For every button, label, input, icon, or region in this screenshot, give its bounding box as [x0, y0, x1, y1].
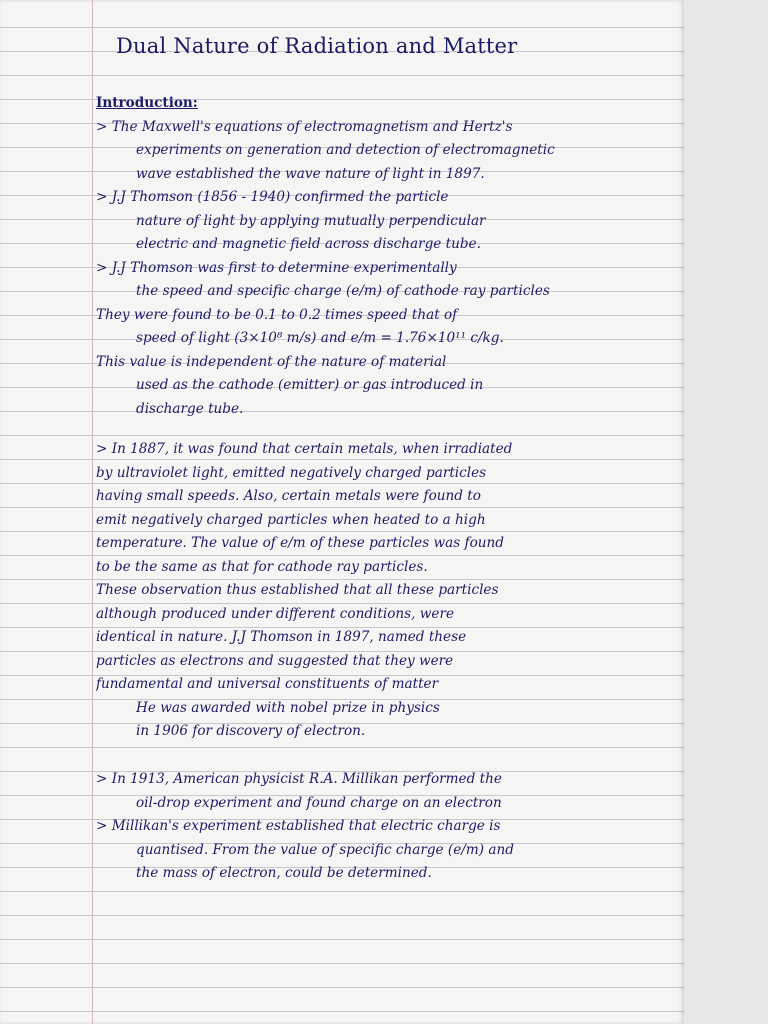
text-line: quantised. From the value of specific charge (e/m) and: [136, 841, 514, 858]
text-line: emit negatively charged particles when heated to a high: [96, 511, 486, 528]
text-line: temperature. The value of e/m of these particles was found: [96, 535, 504, 551]
text-line: fundamental and universal constituents of matter: [96, 676, 439, 692]
text-line: electric and magnetic field across discharge tube.: [136, 236, 481, 252]
paragraph-electrons: [96, 438, 676, 744]
text-line: He was awarded with nobel prize in physics: [136, 699, 440, 716]
text-line: oil-drop experiment and found charge on an electron: [136, 794, 502, 811]
text-line: particles as electrons and suggested that they were: [96, 652, 454, 669]
text-line: > J.J Thomson was first to determine experimentally: [96, 259, 457, 276]
text-line: the speed and specific charge (e/m) of cathode ray particles: [136, 283, 550, 299]
text-line: used as the cathode (emitter) or gas introduced in: [136, 377, 484, 393]
text-line: identical in nature. J.J Thomson in 1897, named these: [96, 629, 467, 645]
text-line: > J.J Thomson (1856 - 1940) confirmed the particle: [96, 189, 449, 205]
text-line: having small speeds. Also, certain metals were found to: [96, 488, 481, 504]
text-line: discharge tube.: [136, 400, 244, 417]
text-line: although produced under different conditions, were: [96, 605, 454, 622]
text-line: > In 1887, it was found that certain metals, when irradiated: [96, 441, 513, 457]
margin-line: [92, 0, 93, 1024]
text-line: These observation thus established that all these particles: [96, 582, 499, 598]
text-line: speed of light (3×10⁸ m/s) and e/m = 1.76×10¹¹ c/kg.: [136, 330, 504, 346]
paragraph-millikan: [96, 768, 676, 886]
introduction-section: [96, 92, 676, 421]
text-line: wave established the wave nature of light in 1897.: [136, 165, 485, 182]
text-line: to be the same as that for cathode ray particles.: [96, 558, 428, 575]
page-title: Dual Nature of Radiation and Matter: [116, 34, 518, 58]
text-line: This value is independent of the nature of material: [96, 353, 447, 370]
text-line: the mass of electron, could be determined.: [136, 865, 432, 881]
text-line: by ultraviolet light, emitted negatively charged particles: [96, 464, 487, 481]
text-line: > The Maxwell's equations of electromagnetism and Hertz's: [96, 118, 513, 135]
text-line: > In 1913, American physicist R.A. Millikan performed the: [96, 771, 502, 787]
text-line: experiments on generation and detection of electromagnetic: [136, 142, 555, 158]
text-line: nature of light by applying mutually perpendicular: [136, 212, 486, 229]
introduction-heading: Introduction:: [96, 95, 198, 111]
text-line: > Millikan's experiment established that electric charge is: [96, 818, 501, 834]
text-line: in 1906 for discovery of electron.: [136, 723, 366, 739]
text-line: They were found to be 0.1 to 0.2 times speed that of: [96, 306, 458, 323]
